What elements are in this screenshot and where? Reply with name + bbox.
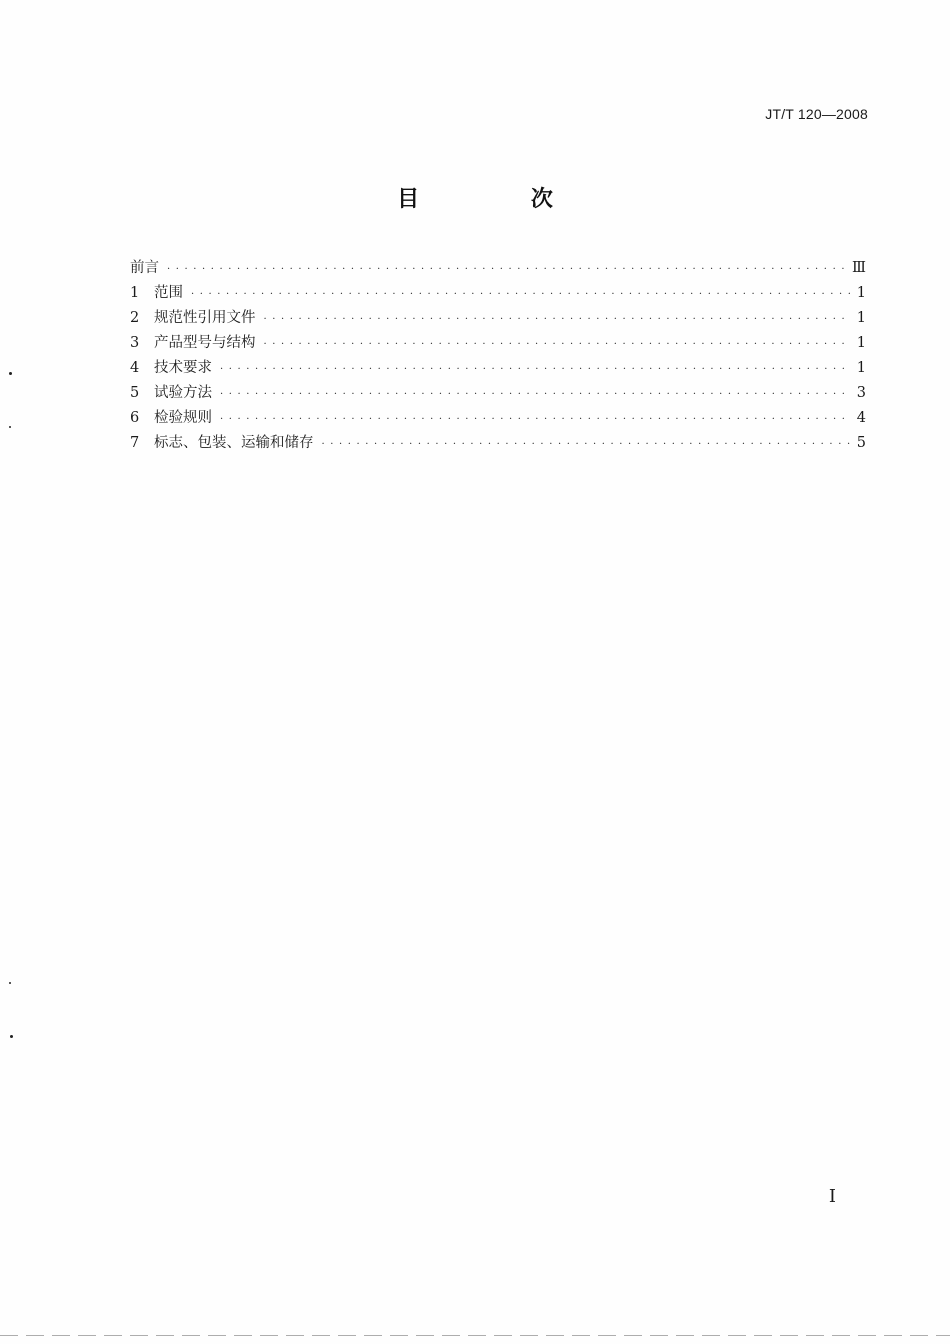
toc-entry-7[interactable] [130,431,866,456]
toc-leader-dots [191,282,850,307]
toc-entry-number: 5 [130,385,140,401]
toc-entry-number: 2 [130,310,140,326]
toc-entry-label: 技术要求 [154,360,212,376]
toc-leader-dots [322,432,851,457]
toc-leader-dots [264,332,851,357]
scan-speck [9,982,11,984]
standard-code: JT/T 120—2008 [765,106,868,122]
toc-leader-dots [220,382,850,407]
toc-entry-1[interactable] [130,281,866,306]
toc-entry-label: 范围 [154,285,183,301]
toc-entry-page: Ⅲ [852,260,866,276]
toc-entry-page: 3 [856,385,866,401]
toc-entry-5[interactable] [130,381,866,406]
toc-entry-2[interactable] [130,306,866,331]
toc-entry-number: 7 [130,435,140,451]
toc-entry-page: 1 [856,360,866,376]
toc-entry-label: 前言 [130,260,159,276]
toc-entry-label: 检验规则 [154,410,212,426]
toc-entry-page: 1 [856,310,866,326]
toc-entry-foreword[interactable] [130,256,866,281]
toc-entry-4[interactable] [130,356,866,381]
page-title: 目 次 [397,187,605,212]
toc-entry-number: 6 [130,410,140,426]
toc-entry-number: 3 [130,335,140,351]
toc-entry-page: 5 [856,435,866,451]
toc-entry-6[interactable] [130,406,866,431]
scan-speck [9,372,12,375]
scan-speck [10,1035,13,1038]
toc-entry-number: 4 [130,360,140,376]
toc-entry-3[interactable] [130,331,866,356]
toc-entry-page: 4 [856,410,866,426]
toc-entry-label: 规范性引用文件 [154,310,256,326]
table-of-contents [130,256,866,456]
toc-entry-label: 产品型号与结构 [154,335,256,351]
toc-entry-number: 1 [130,285,140,301]
toc-entry-label: 试验方法 [154,385,212,401]
toc-leader-dots [220,407,850,432]
toc-leader-dots [167,257,846,282]
toc-leader-dots [264,307,851,332]
scan-edge-line [0,1335,950,1336]
page-number: I [828,1186,836,1207]
toc-leader-dots [220,357,850,382]
scan-speck [9,426,11,428]
toc-entry-label: 标志、包装、运输和储存 [154,435,314,451]
toc-entry-page: 1 [856,285,866,301]
toc-entry-page: 1 [856,335,866,351]
